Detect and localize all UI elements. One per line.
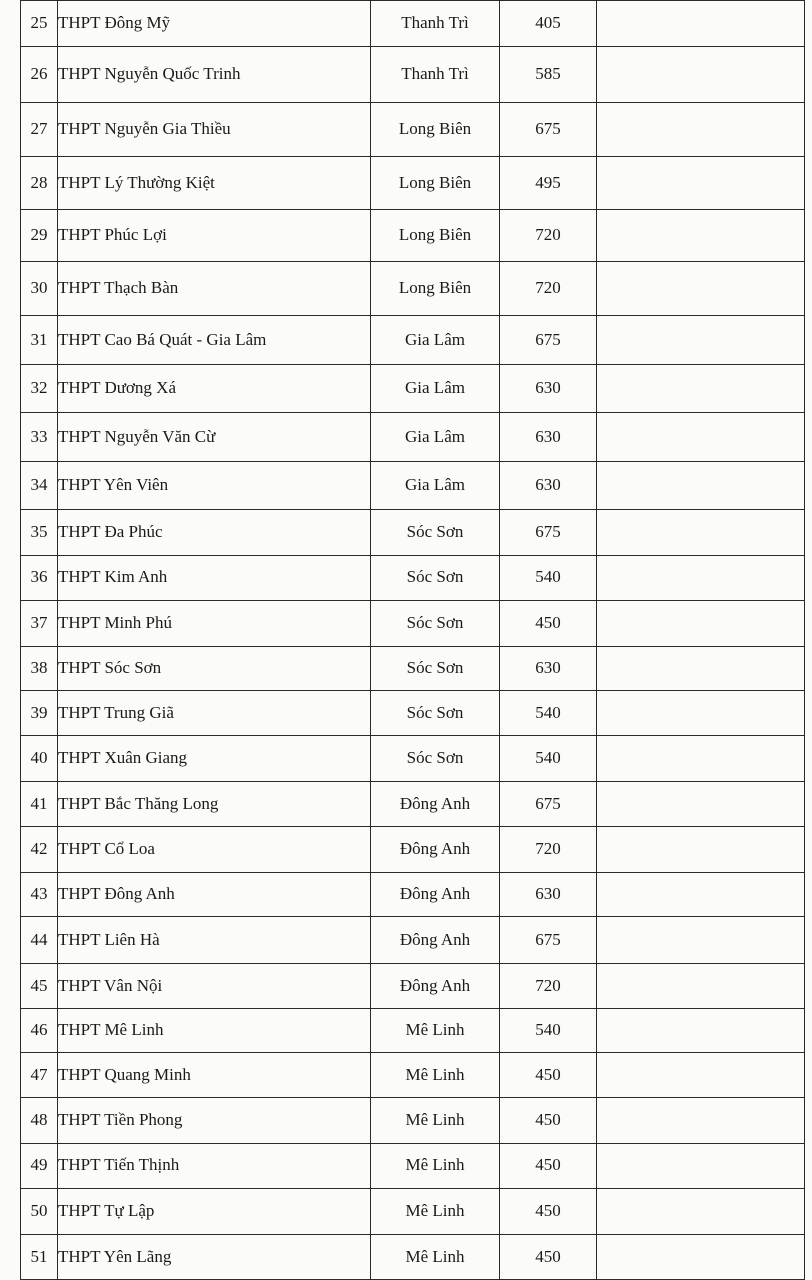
table-row	[21, 209, 805, 261]
district-name: Gia Lâm	[371, 412, 500, 461]
note-cell	[597, 963, 805, 1008]
district-name: Mê Linh	[371, 1052, 500, 1097]
school-name: THPT Minh Phú	[58, 600, 371, 646]
enrollment-quota: 450	[500, 1188, 597, 1234]
note-cell	[597, 412, 805, 461]
district-name: Mê Linh	[371, 1188, 500, 1234]
school-name: THPT Đông Mỹ	[58, 1, 371, 47]
note-cell	[597, 209, 805, 261]
row-number: 40	[21, 735, 58, 781]
row-number: 51	[21, 1235, 58, 1280]
note-cell	[597, 1143, 805, 1188]
district-name: Mê Linh	[371, 1098, 500, 1143]
row-number: 26	[21, 47, 58, 103]
district-name: Đông Anh	[371, 782, 500, 826]
table-row	[21, 826, 805, 872]
school-name: THPT Lý Thường Kiệt	[58, 157, 371, 209]
row-number: 33	[21, 412, 58, 461]
note-cell	[597, 365, 805, 412]
table-row	[21, 315, 805, 364]
school-quota-table	[20, 0, 805, 1280]
note-cell	[597, 509, 805, 555]
table-row	[21, 262, 805, 316]
school-name: THPT Liên Hà	[58, 917, 371, 963]
school-name: THPT Dương Xá	[58, 365, 371, 412]
table-row	[21, 1235, 805, 1280]
district-name: Sóc Sơn	[371, 600, 500, 646]
table-row	[21, 157, 805, 209]
table-row	[21, 735, 805, 781]
school-name: THPT Đông Anh	[58, 873, 371, 917]
district-name: Sóc Sơn	[371, 509, 500, 555]
table-row	[21, 1052, 805, 1097]
note-cell	[597, 691, 805, 735]
district-name: Thanh Trì	[371, 47, 500, 103]
note-cell	[597, 826, 805, 872]
table-row	[21, 509, 805, 555]
table-row	[21, 646, 805, 690]
district-name: Mê Linh	[371, 1235, 500, 1280]
school-name: THPT Cao Bá Quát - Gia Lâm	[58, 315, 371, 364]
enrollment-quota: 405	[500, 1, 597, 47]
enrollment-quota: 540	[500, 556, 597, 600]
row-number: 25	[21, 1, 58, 47]
table-row	[21, 917, 805, 963]
enrollment-quota: 720	[500, 826, 597, 872]
table-row	[21, 556, 805, 600]
row-number: 27	[21, 102, 58, 157]
enrollment-quota: 630	[500, 646, 597, 690]
school-name: THPT Sóc Sơn	[58, 646, 371, 690]
table-row	[21, 47, 805, 103]
row-number: 28	[21, 157, 58, 209]
row-number: 41	[21, 782, 58, 826]
enrollment-quota: 630	[500, 462, 597, 509]
table-row	[21, 1, 805, 47]
note-cell	[597, 102, 805, 157]
district-name: Gia Lâm	[371, 462, 500, 509]
note-cell	[597, 1009, 805, 1052]
enrollment-quota: 675	[500, 315, 597, 364]
enrollment-quota: 450	[500, 1052, 597, 1097]
enrollment-quota: 585	[500, 47, 597, 103]
school-name: THPT Tiến Thịnh	[58, 1143, 371, 1188]
school-name: THPT Bắc Thăng Long	[58, 782, 371, 826]
enrollment-quota: 450	[500, 600, 597, 646]
row-number: 38	[21, 646, 58, 690]
note-cell	[597, 735, 805, 781]
row-number: 42	[21, 826, 58, 872]
school-name: THPT Phúc Lợi	[58, 209, 371, 261]
enrollment-quota: 450	[500, 1235, 597, 1280]
table-row	[21, 873, 805, 917]
note-cell	[597, 646, 805, 690]
row-number: 50	[21, 1188, 58, 1234]
school-name: THPT Kim Anh	[58, 556, 371, 600]
row-number: 34	[21, 462, 58, 509]
school-name: THPT Tiền Phong	[58, 1098, 371, 1143]
row-number: 46	[21, 1009, 58, 1052]
school-name: THPT Cổ Loa	[58, 826, 371, 872]
note-cell	[597, 782, 805, 826]
table-row	[21, 412, 805, 461]
school-name: THPT Nguyễn Quốc Trinh	[58, 47, 371, 103]
row-number: 29	[21, 209, 58, 261]
note-cell	[597, 315, 805, 364]
enrollment-quota: 720	[500, 209, 597, 261]
note-cell	[597, 157, 805, 209]
row-number: 37	[21, 600, 58, 646]
enrollment-quota: 540	[500, 735, 597, 781]
row-number: 32	[21, 365, 58, 412]
row-number: 36	[21, 556, 58, 600]
district-name: Đông Anh	[371, 873, 500, 917]
school-name: THPT Nguyễn Văn Cừ	[58, 412, 371, 461]
note-cell	[597, 600, 805, 646]
school-name: THPT Yên Lãng	[58, 1235, 371, 1280]
row-number: 43	[21, 873, 58, 917]
district-name: Gia Lâm	[371, 365, 500, 412]
note-cell	[597, 1235, 805, 1280]
row-number: 30	[21, 262, 58, 316]
school-name: THPT Thạch Bàn	[58, 262, 371, 316]
row-number: 31	[21, 315, 58, 364]
enrollment-quota: 450	[500, 1098, 597, 1143]
enrollment-quota: 630	[500, 365, 597, 412]
note-cell	[597, 262, 805, 316]
table-row	[21, 1143, 805, 1188]
enrollment-quota: 720	[500, 963, 597, 1008]
district-name: Mê Linh	[371, 1143, 500, 1188]
enrollment-quota: 540	[500, 1009, 597, 1052]
note-cell	[597, 1098, 805, 1143]
note-cell	[597, 47, 805, 103]
row-number: 48	[21, 1098, 58, 1143]
row-number: 39	[21, 691, 58, 735]
district-name: Sóc Sơn	[371, 556, 500, 600]
row-number: 47	[21, 1052, 58, 1097]
district-name: Long Biên	[371, 262, 500, 316]
enrollment-quota: 630	[500, 873, 597, 917]
table-row	[21, 963, 805, 1008]
table-row	[21, 1098, 805, 1143]
school-name: THPT Tự Lập	[58, 1188, 371, 1234]
enrollment-quota: 540	[500, 691, 597, 735]
note-cell	[597, 917, 805, 963]
enrollment-quota: 495	[500, 157, 597, 209]
table-row	[21, 782, 805, 826]
district-name: Long Biên	[371, 102, 500, 157]
enrollment-quota: 675	[500, 782, 597, 826]
district-name: Sóc Sơn	[371, 735, 500, 781]
note-cell	[597, 462, 805, 509]
school-name: THPT Xuân Giang	[58, 735, 371, 781]
enrollment-quota: 675	[500, 102, 597, 157]
school-name: THPT Vân Nội	[58, 963, 371, 1008]
school-name: THPT Đa Phúc	[58, 509, 371, 555]
school-name: THPT Nguyễn Gia Thiều	[58, 102, 371, 157]
district-name: Đông Anh	[371, 963, 500, 1008]
district-name: Gia Lâm	[371, 315, 500, 364]
table-row	[21, 462, 805, 509]
table-row	[21, 691, 805, 735]
row-number: 35	[21, 509, 58, 555]
table-row	[21, 1188, 805, 1234]
row-number: 49	[21, 1143, 58, 1188]
note-cell	[597, 873, 805, 917]
district-name: Long Biên	[371, 157, 500, 209]
table-row	[21, 102, 805, 157]
table-row	[21, 1009, 805, 1052]
enrollment-quota: 630	[500, 412, 597, 461]
district-name: Mê Linh	[371, 1009, 500, 1052]
enrollment-quota: 450	[500, 1143, 597, 1188]
row-number: 45	[21, 963, 58, 1008]
note-cell	[597, 556, 805, 600]
table-body	[21, 1, 805, 1280]
enrollment-quota: 675	[500, 917, 597, 963]
enrollment-quota: 720	[500, 262, 597, 316]
district-name: Đông Anh	[371, 917, 500, 963]
school-name: THPT Mê Linh	[58, 1009, 371, 1052]
district-name: Thanh Trì	[371, 1, 500, 47]
district-name: Đông Anh	[371, 826, 500, 872]
note-cell	[597, 1, 805, 47]
note-cell	[597, 1052, 805, 1097]
row-number: 44	[21, 917, 58, 963]
district-name: Long Biên	[371, 209, 500, 261]
school-name: THPT Trung Giã	[58, 691, 371, 735]
district-name: Sóc Sơn	[371, 691, 500, 735]
school-name: THPT Quang Minh	[58, 1052, 371, 1097]
school-name: THPT Yên Viên	[58, 462, 371, 509]
note-cell	[597, 1188, 805, 1234]
table-row	[21, 365, 805, 412]
enrollment-quota: 675	[500, 509, 597, 555]
district-name: Sóc Sơn	[371, 646, 500, 690]
table-row	[21, 600, 805, 646]
